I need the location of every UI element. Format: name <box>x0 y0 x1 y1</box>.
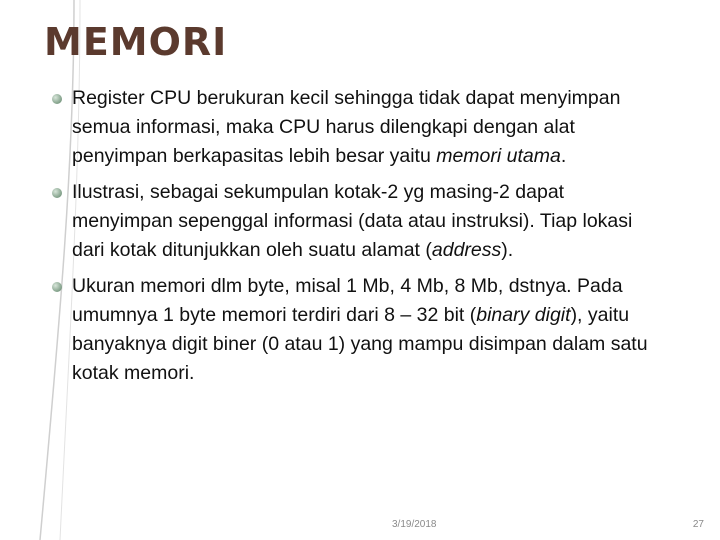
bullet-item <box>50 84 670 171</box>
bullet-text-end: ). <box>501 239 514 261</box>
bullet-dot-icon <box>52 282 62 292</box>
bullet-text-end: ), yaitu banyaknya digit biner (0 atau 1) yang mampu disimpan dalam satu kotak memori. <box>72 304 648 384</box>
bullet-dot-icon <box>52 94 62 104</box>
bullet-emphasis: memori utama <box>436 145 561 167</box>
bullet-dot-icon <box>52 188 62 198</box>
bullet-emphasis: address <box>431 239 502 261</box>
bullet-text: Register CPU berukuran kecil sehingga tidak dapat menyimpan semua informasi, maka CPU harus dilengkapi dengan alat penyimpan berkapasitas lebih besar yaitu <box>72 87 621 167</box>
slide-title: MEMORI <box>44 20 228 64</box>
bullet-text: Ukuran memori dlm byte, misal 1 Mb, 4 Mb, 8 Mb, dstnya. Pada umumnya 1 byte memori terdiri dari 8 – 32 bit ( <box>72 275 623 326</box>
bullet-text-end: . <box>560 145 567 167</box>
bullet-emphasis: binary digit <box>476 304 571 326</box>
bullet-text: Ilustrasi, sebagai sekumpulan kotak-2 yg masing-2 dapat menyimpan sepenggal informasi (data atau instruksi). Tiap lokasi dari kotak ditunjukkan oleh suatu alamat ( <box>72 181 633 261</box>
bullet-item <box>50 178 670 265</box>
slide-number: 27 <box>692 519 704 530</box>
bullet-item <box>50 272 670 388</box>
footer-date: 3/19/2018 <box>392 519 437 530</box>
bullet-list <box>50 84 670 395</box>
